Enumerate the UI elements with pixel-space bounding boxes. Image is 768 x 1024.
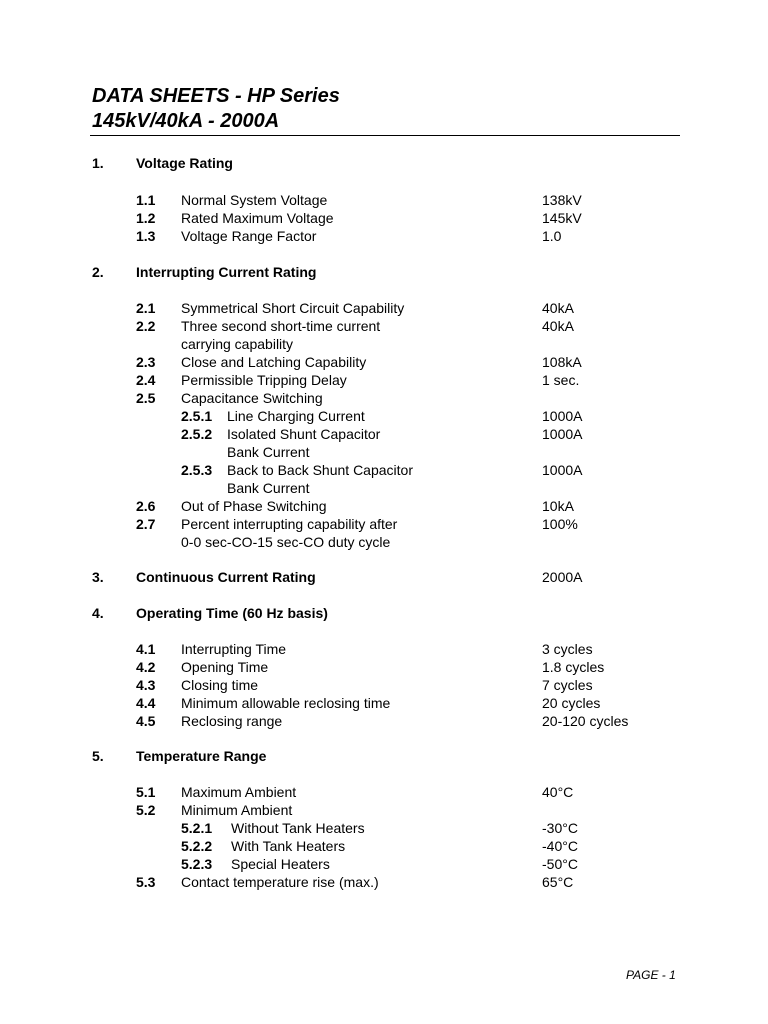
spec-subrow: 5.2.1 Without Tank Heaters -30°C [181, 820, 578, 836]
document-title: DATA SHEETS - HP Series [92, 85, 340, 107]
spec-row: 2.6 Out of Phase Switching 10kA [136, 498, 574, 514]
spec-row-continuation: Bank Current [227, 480, 310, 496]
spec-subrow: 2.5.2 Isolated Shunt Capacitor 1000A [181, 426, 583, 442]
spec-row: 2.5 Capacitance Switching [136, 390, 323, 406]
section-heading: 1. Voltage Rating [92, 155, 233, 171]
spec-subrow: 2.5.1 Line Charging Current 1000A [181, 408, 583, 424]
spec-row: 2.3 Close and Latching Capability 108kA [136, 354, 582, 370]
title-divider [90, 135, 680, 136]
section-heading: 2. Interrupting Current Rating [92, 264, 317, 280]
document-subtitle: 145kV/40kA - 2000A [92, 110, 280, 132]
spec-row: 5.2 Minimum Ambient [136, 802, 293, 818]
spec-row: 4.3 Closing time 7 cycles [136, 677, 593, 693]
spec-row-continuation: Bank Current [227, 444, 310, 460]
spec-subrow: 5.2.2 With Tank Heaters -40°C [181, 838, 578, 854]
spec-row: 2.4 Permissible Tripping Delay 1 sec. [136, 372, 580, 388]
spec-subrow: 5.2.3 Special Heaters -50°C [181, 856, 578, 872]
spec-row: 2.1 Symmetrical Short Circuit Capability 40kA [136, 300, 574, 316]
spec-row-continuation: carrying capability [181, 336, 294, 352]
spec-row: 2.2 Three second short-time current 40kA [136, 318, 574, 334]
spec-row: 1.1 Normal System Voltage 138kV [136, 192, 582, 208]
spec-row: 4.2 Opening Time 1.8 cycles [136, 659, 605, 675]
page-number: PAGE - 1 [626, 968, 676, 982]
spec-row: 4.1 Interrupting Time 3 cycles [136, 641, 593, 657]
section-heading: 4. Operating Time (60 Hz basis) [92, 605, 328, 621]
spec-row: 4.5 Reclosing range 20-120 cycles [136, 713, 629, 729]
spec-row: 5.1 Maximum Ambient 40°C [136, 784, 574, 800]
spec-row: 5.3 Contact temperature rise (max.) 65°C [136, 874, 574, 890]
spec-subrow: 2.5.3 Back to Back Shunt Capacitor 1000A [181, 462, 583, 478]
spec-row: 2.7 Percent interrupting capability after 100% [136, 516, 578, 532]
spec-row: 1.3 Voltage Range Factor 1.0 [136, 228, 562, 244]
spec-row: 1.2 Rated Maximum Voltage 145kV [136, 210, 582, 226]
spec-row: 4.4 Minimum allowable reclosing time 20 cycles [136, 695, 601, 711]
section-heading: 5. Temperature Range [92, 748, 267, 764]
spec-row-continuation: 0-0 sec-CO-15 sec-CO duty cycle [181, 534, 391, 550]
section-heading: 3. Continuous Current Rating 2000A [92, 569, 583, 585]
